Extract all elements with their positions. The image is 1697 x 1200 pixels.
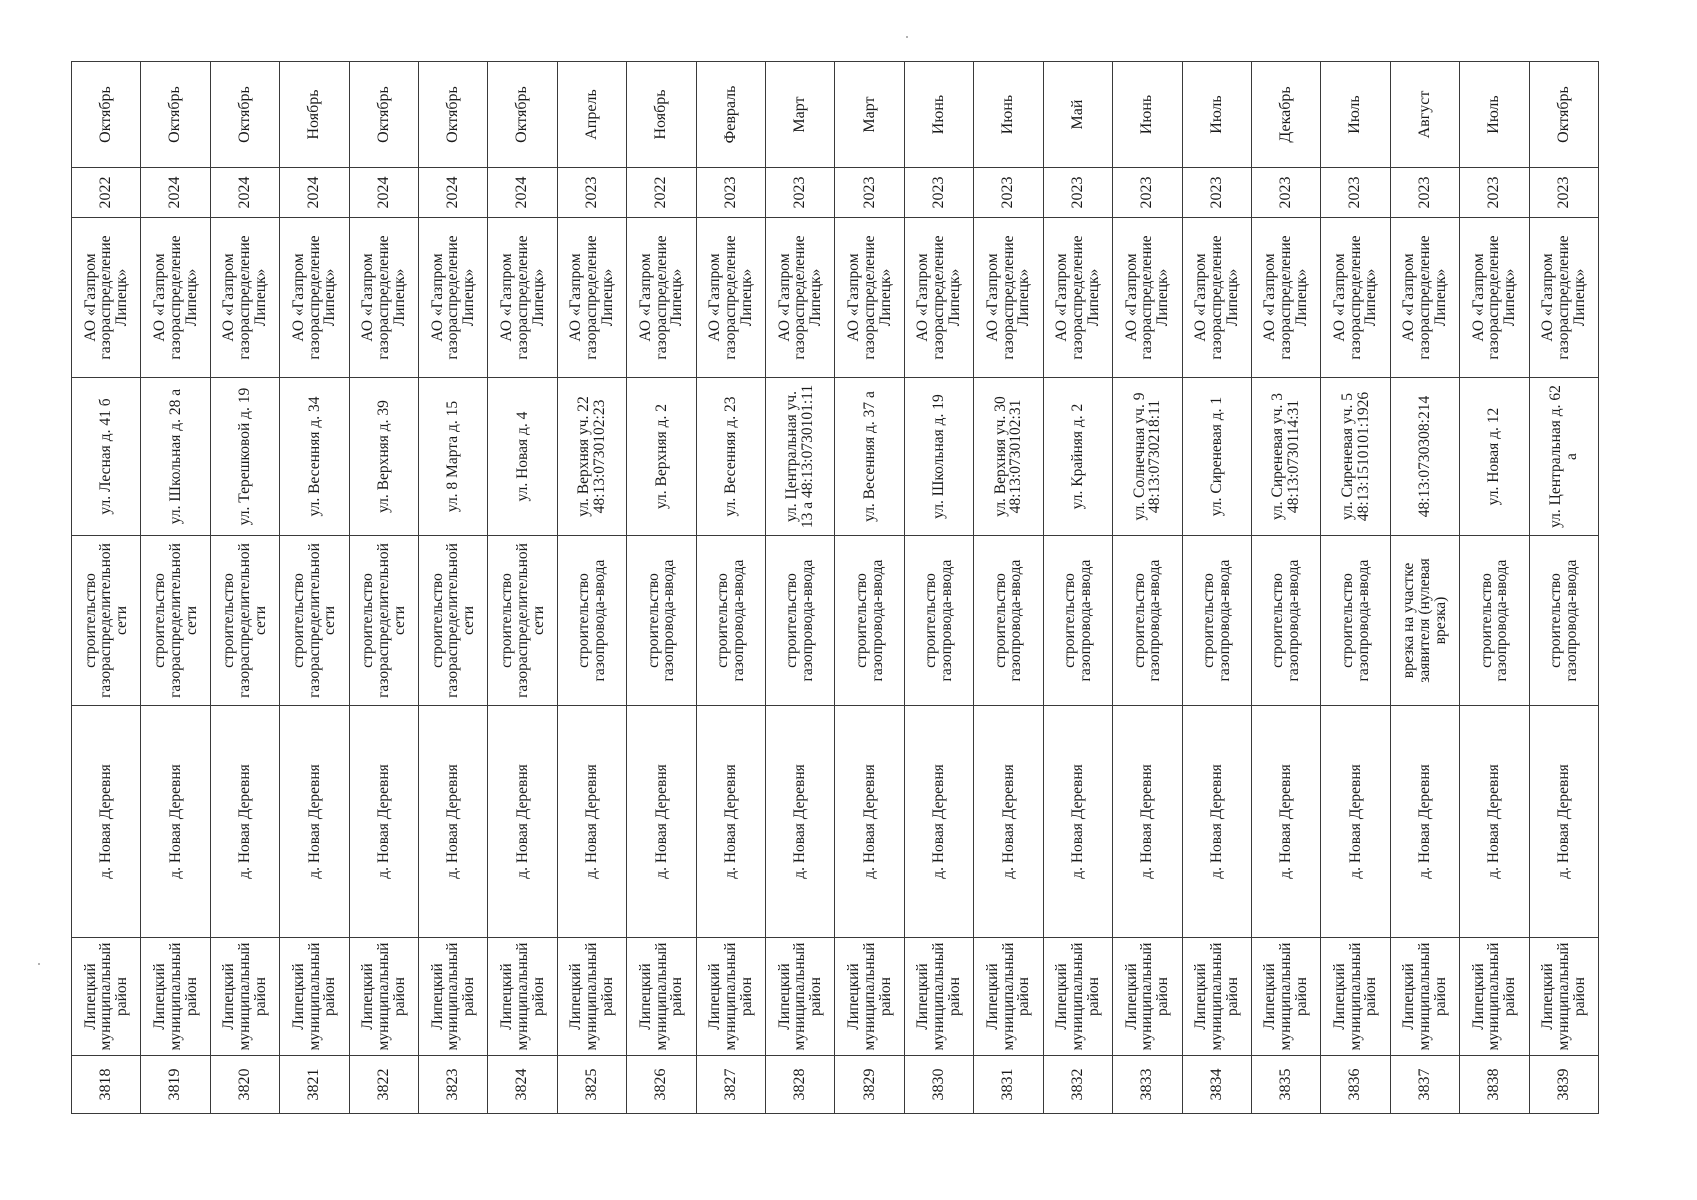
district-cell: Липецкий муниципальный район: [557, 938, 626, 1056]
locality-cell: д. Новая Деревня: [1043, 706, 1112, 938]
locality-cell: д. Новая Деревня: [696, 706, 765, 938]
table-row: [280, 62, 349, 1114]
row-number-cell: 3830: [904, 1056, 973, 1114]
month-cell: Октябрь: [72, 62, 141, 168]
row-number-cell: 3838: [1460, 1056, 1529, 1114]
month-cell: Май: [1043, 62, 1112, 168]
row-number-cell: 3820: [210, 1056, 279, 1114]
district-cell: Липецкий муниципальный район: [280, 938, 349, 1056]
month-cell: Июль: [1182, 62, 1251, 168]
executor-cell: АО «Газпром газораспределение Липецк»: [419, 218, 488, 378]
table-row: [696, 62, 765, 1114]
row-number-cell: 3823: [419, 1056, 488, 1114]
address-cell: ул. Лесная д. 41 б: [72, 378, 141, 536]
district-cell: Липецкий муниципальный район: [974, 938, 1043, 1056]
address-cell: ул. Центральная уч. 13 а 48:13:0730101:11: [766, 378, 835, 536]
row-number-cell: 3831: [974, 1056, 1043, 1114]
locality-cell: д. Новая Деревня: [835, 706, 904, 938]
row-number-cell: 3832: [1043, 1056, 1112, 1114]
executor-cell: АО «Газпром газораспределение Липецк»: [488, 218, 557, 378]
month-cell: Июнь: [1113, 62, 1182, 168]
locality-cell: д. Новая Деревня: [210, 706, 279, 938]
work-type-cell: строительство газопровода-ввода: [1182, 536, 1251, 706]
address-cell: ул. Верхняя д. 39: [349, 378, 418, 536]
year-cell: 2022: [72, 168, 141, 218]
table-row: [1321, 62, 1390, 1114]
month-cell: Декабрь: [1251, 62, 1320, 168]
table-row: [1390, 62, 1459, 1114]
executor-cell: АО «Газпром газораспределение Липецк»: [210, 218, 279, 378]
table-row: [835, 62, 904, 1114]
year-cell: 2023: [904, 168, 973, 218]
district-cell: Липецкий муниципальный район: [488, 938, 557, 1056]
district-cell: Липецкий муниципальный район: [1321, 938, 1390, 1056]
row-number-cell: 3825: [557, 1056, 626, 1114]
row-number-cell: 3824: [488, 1056, 557, 1114]
district-cell: Липецкий муниципальный район: [349, 938, 418, 1056]
work-type-cell: строительство газопровода-ввода: [974, 536, 1043, 706]
district-cell: Липецкий муниципальный район: [1460, 938, 1529, 1056]
year-cell: 2024: [210, 168, 279, 218]
month-cell: Февраль: [696, 62, 765, 168]
month-cell: Октябрь: [488, 62, 557, 168]
executor-cell: АО «Газпром газораспределение Липецк»: [835, 218, 904, 378]
locality-cell: д. Новая Деревня: [488, 706, 557, 938]
year-cell: 2023: [1321, 168, 1390, 218]
locality-cell: д. Новая Деревня: [627, 706, 696, 938]
locality-cell: д. Новая Деревня: [1113, 706, 1182, 938]
locality-cell: д. Новая Деревня: [1390, 706, 1459, 938]
row-number-cell: 3835: [1251, 1056, 1320, 1114]
month-cell: Октябрь: [210, 62, 279, 168]
gasification-registry-table: [71, 61, 1599, 1114]
work-type-cell: строительство газопровода-ввода: [904, 536, 973, 706]
locality-cell: д. Новая Деревня: [349, 706, 418, 938]
work-type-cell: строительство газопровода-ввода: [835, 536, 904, 706]
year-cell: 2024: [488, 168, 557, 218]
address-cell: ул. Солнечная уч. 9 48:13:0730218:11: [1113, 378, 1182, 536]
executor-cell: АО «Газпром газораспределение Липецк»: [1251, 218, 1320, 378]
work-type-cell: строительство газопровода-ввода: [1460, 536, 1529, 706]
month-cell: Июль: [1460, 62, 1529, 168]
year-cell: 2023: [1113, 168, 1182, 218]
table-row: [419, 62, 488, 1114]
executor-cell: АО «Газпром газораспределение Липецк»: [1113, 218, 1182, 378]
work-type-cell: строительство газопровода-ввода: [1251, 536, 1320, 706]
district-cell: Липецкий муниципальный район: [141, 938, 210, 1056]
work-type-cell: строительство газопровода-ввода: [1113, 536, 1182, 706]
district-cell: Липецкий муниципальный район: [72, 938, 141, 1056]
executor-cell: АО «Газпром газораспределение Липецк»: [1390, 218, 1459, 378]
district-cell: Липецкий муниципальный район: [835, 938, 904, 1056]
locality-cell: д. Новая Деревня: [557, 706, 626, 938]
year-cell: 2023: [1460, 168, 1529, 218]
locality-cell: д. Новая Деревня: [1251, 706, 1320, 938]
year-cell: 2023: [1529, 168, 1598, 218]
work-type-cell: строительство газораспределительной сети: [210, 536, 279, 706]
address-cell: ул. Новая д. 12: [1460, 378, 1529, 536]
district-cell: Липецкий муниципальный район: [1113, 938, 1182, 1056]
table-row: [766, 62, 835, 1114]
executor-cell: АО «Газпром газораспределение Липецк»: [280, 218, 349, 378]
work-type-cell: строительство газопровода-ввода: [1321, 536, 1390, 706]
row-number-cell: 3837: [1390, 1056, 1459, 1114]
locality-cell: д. Новая Деревня: [974, 706, 1043, 938]
address-cell: ул. Центральная д. 62 а: [1529, 378, 1598, 536]
row-number-cell: 3828: [766, 1056, 835, 1114]
district-cell: Липецкий муниципальный район: [1251, 938, 1320, 1056]
work-type-cell: строительство газораспределительной сети: [72, 536, 141, 706]
district-cell: Липецкий муниципальный район: [419, 938, 488, 1056]
address-cell: ул. Школьная д. 28 а: [141, 378, 210, 536]
locality-cell: д. Новая Деревня: [72, 706, 141, 938]
district-cell: Липецкий муниципальный район: [766, 938, 835, 1056]
table-row: [1043, 62, 1112, 1114]
table-body: [72, 62, 1599, 1114]
year-cell: 2023: [557, 168, 626, 218]
address-cell: ул. Весенняя д. 37 а: [835, 378, 904, 536]
address-cell: ул. Верхняя уч. 22 48:13:0730102:23: [557, 378, 626, 536]
district-cell: Липецкий муниципальный район: [1182, 938, 1251, 1056]
year-cell: 2023: [974, 168, 1043, 218]
row-number-cell: 3829: [835, 1056, 904, 1114]
locality-cell: д. Новая Деревня: [1529, 706, 1598, 938]
work-type-cell: строительство газопровода-ввода: [1529, 536, 1598, 706]
row-number-cell: 3834: [1182, 1056, 1251, 1114]
month-cell: Октябрь: [419, 62, 488, 168]
district-cell: Липецкий муниципальный район: [1043, 938, 1112, 1056]
month-cell: Апрель: [557, 62, 626, 168]
work-type-cell: врезка на участке заявителя (нулевая врезка): [1390, 536, 1459, 706]
table-row: [349, 62, 418, 1114]
executor-cell: АО «Газпром газораспределение Липецк»: [904, 218, 973, 378]
address-cell: ул. 8 Марта д. 15: [419, 378, 488, 536]
work-type-cell: строительство газораспределительной сети: [488, 536, 557, 706]
month-cell: Июнь: [974, 62, 1043, 168]
row-number-cell: 3822: [349, 1056, 418, 1114]
executor-cell: АО «Газпром газораспределение Липецк»: [72, 218, 141, 378]
locality-cell: д. Новая Деревня: [1182, 706, 1251, 938]
row-number-cell: 3826: [627, 1056, 696, 1114]
executor-cell: АО «Газпром газораспределение Липецк»: [766, 218, 835, 378]
table-row: [1460, 62, 1529, 1114]
address-cell: ул. Терешковой д. 19: [210, 378, 279, 536]
executor-cell: АО «Газпром газораспределение Липецк»: [1460, 218, 1529, 378]
year-cell: 2023: [1390, 168, 1459, 218]
district-cell: Липецкий муниципальный район: [904, 938, 973, 1056]
executor-cell: АО «Газпром газораспределение Липецк»: [974, 218, 1043, 378]
year-cell: 2023: [1182, 168, 1251, 218]
row-number-cell: 3839: [1529, 1056, 1598, 1114]
address-cell: ул. Весенняя д. 34: [280, 378, 349, 536]
year-cell: 2022: [627, 168, 696, 218]
month-cell: Ноябрь: [280, 62, 349, 168]
executor-cell: АО «Газпром газораспределение Липецк»: [1043, 218, 1112, 378]
month-cell: Октябрь: [1529, 62, 1598, 168]
scan-speck: [906, 36, 908, 38]
table-row: [488, 62, 557, 1114]
month-cell: Октябрь: [141, 62, 210, 168]
year-cell: 2023: [1043, 168, 1112, 218]
table-row: [72, 62, 141, 1114]
row-number-cell: 3821: [280, 1056, 349, 1114]
locality-cell: д. Новая Деревня: [766, 706, 835, 938]
work-type-cell: строительство газораспределительной сети: [141, 536, 210, 706]
table-row: [1529, 62, 1598, 1114]
table-row: [627, 62, 696, 1114]
work-type-cell: строительство газораспределительной сети: [349, 536, 418, 706]
executor-cell: АО «Газпром газораспределение Липецк»: [627, 218, 696, 378]
district-cell: Липецкий муниципальный район: [696, 938, 765, 1056]
scan-speck: [38, 963, 40, 965]
year-cell: 2023: [696, 168, 765, 218]
table-row: [1113, 62, 1182, 1114]
executor-cell: АО «Газпром газораспределение Липецк»: [349, 218, 418, 378]
district-cell: Липецкий муниципальный район: [627, 938, 696, 1056]
table-row: [904, 62, 973, 1114]
work-type-cell: строительство газопровода-ввода: [557, 536, 626, 706]
executor-cell: АО «Газпром газораспределение Липецк»: [1182, 218, 1251, 378]
table-row: [974, 62, 1043, 1114]
month-cell: Ноябрь: [627, 62, 696, 168]
year-cell: 2024: [280, 168, 349, 218]
row-number-cell: 3818: [72, 1056, 141, 1114]
address-cell: ул. Сиреневая уч. 3 48:13:0730114:31: [1251, 378, 1320, 536]
month-cell: Июль: [1321, 62, 1390, 168]
address-cell: 48:13:0730308:214: [1390, 378, 1459, 536]
district-cell: Липецкий муниципальный район: [210, 938, 279, 1056]
locality-cell: д. Новая Деревня: [141, 706, 210, 938]
work-type-cell: строительство газораспределительной сети: [280, 536, 349, 706]
district-cell: Липецкий муниципальный район: [1529, 938, 1598, 1056]
month-cell: Октябрь: [349, 62, 418, 168]
locality-cell: д. Новая Деревня: [419, 706, 488, 938]
month-cell: Март: [766, 62, 835, 168]
locality-cell: д. Новая Деревня: [1460, 706, 1529, 938]
executor-cell: АО «Газпром газораспределение Липецк»: [696, 218, 765, 378]
address-cell: ул. Новая д. 4: [488, 378, 557, 536]
year-cell: 2023: [835, 168, 904, 218]
work-type-cell: строительство газопровода-ввода: [627, 536, 696, 706]
executor-cell: АО «Газпром газораспределение Липецк»: [1529, 218, 1598, 378]
address-cell: ул. Школьная д. 19: [904, 378, 973, 536]
locality-cell: д. Новая Деревня: [1321, 706, 1390, 938]
year-cell: 2023: [766, 168, 835, 218]
executor-cell: АО «Газпром газораспределение Липецк»: [141, 218, 210, 378]
table-row: [557, 62, 626, 1114]
year-cell: 2024: [141, 168, 210, 218]
district-cell: Липецкий муниципальный район: [1390, 938, 1459, 1056]
year-cell: 2023: [1251, 168, 1320, 218]
address-cell: ул. Крайняя д. 2: [1043, 378, 1112, 536]
table-row: [1251, 62, 1320, 1114]
executor-cell: АО «Газпром газораспределение Липецк»: [1321, 218, 1390, 378]
work-type-cell: строительство газораспределительной сети: [419, 536, 488, 706]
month-cell: Август: [1390, 62, 1459, 168]
row-number-cell: 3819: [141, 1056, 210, 1114]
row-number-cell: 3833: [1113, 1056, 1182, 1114]
table-row: [1182, 62, 1251, 1114]
month-cell: Июнь: [904, 62, 973, 168]
work-type-cell: строительство газопровода-ввода: [766, 536, 835, 706]
rotated-table-container: [71, 62, 1599, 1114]
executor-cell: АО «Газпром газораспределение Липецк»: [557, 218, 626, 378]
address-cell: ул. Сиреневая уч. 5 48:13:1510101:1926: [1321, 378, 1390, 536]
month-cell: Март: [835, 62, 904, 168]
address-cell: ул. Весенняя д. 23: [696, 378, 765, 536]
row-number-cell: 3836: [1321, 1056, 1390, 1114]
year-cell: 2024: [419, 168, 488, 218]
row-number-cell: 3827: [696, 1056, 765, 1114]
address-cell: ул. Сиреневая д. 1: [1182, 378, 1251, 536]
address-cell: ул. Верхняя уч. 30 48:13:0730102:31: [974, 378, 1043, 536]
table-row: [210, 62, 279, 1114]
locality-cell: д. Новая Деревня: [904, 706, 973, 938]
table-row: [141, 62, 210, 1114]
year-cell: 2024: [349, 168, 418, 218]
work-type-cell: строительство газопровода-ввода: [696, 536, 765, 706]
work-type-cell: строительство газопровода-ввода: [1043, 536, 1112, 706]
address-cell: ул. Верхняя д. 2: [627, 378, 696, 536]
locality-cell: д. Новая Деревня: [280, 706, 349, 938]
